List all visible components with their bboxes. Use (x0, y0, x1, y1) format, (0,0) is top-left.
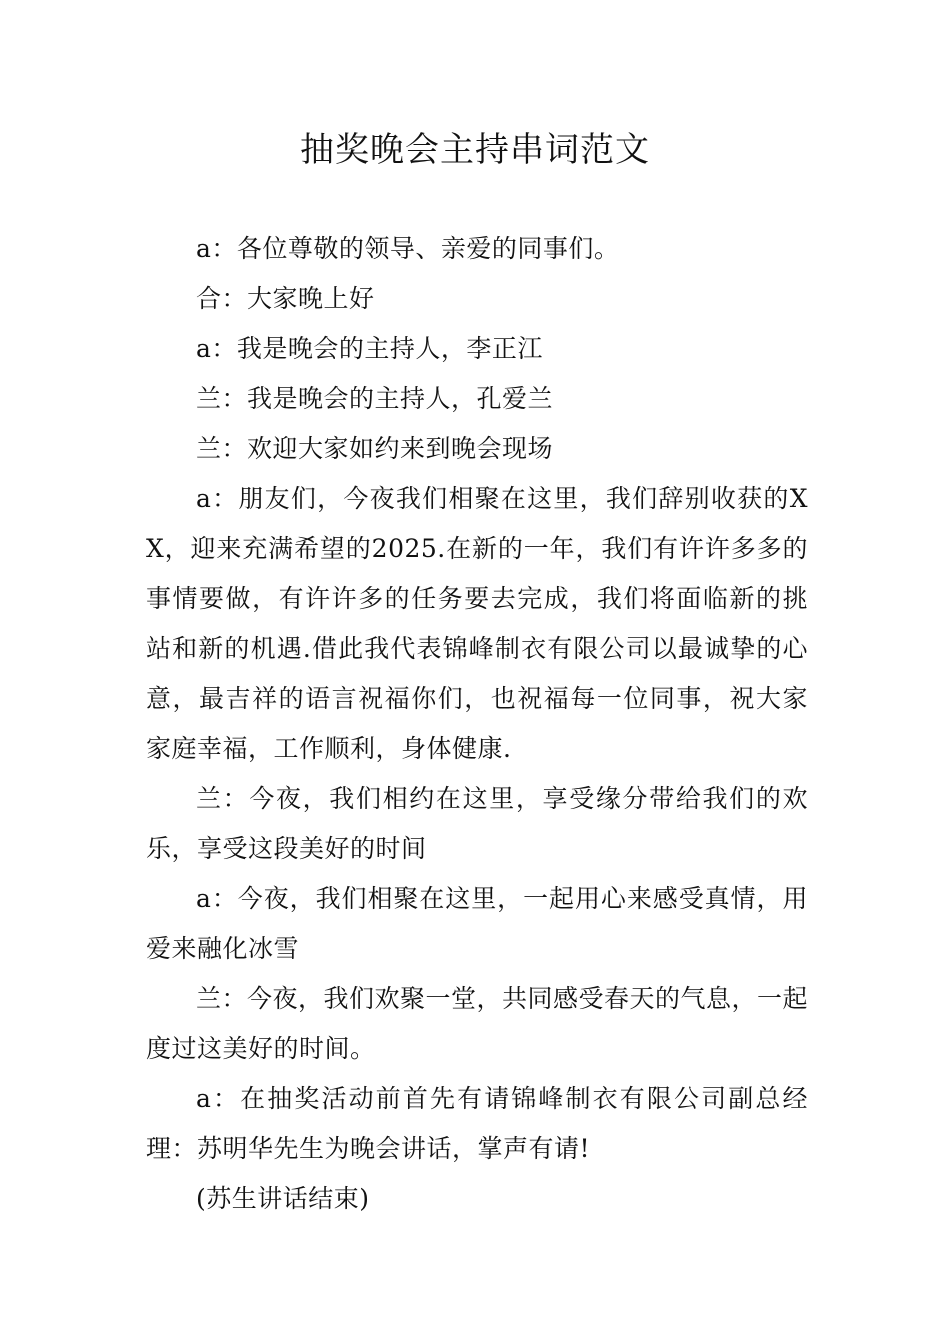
paragraph-host-lan-intro: 兰：我是晚会的主持人，孔爱兰 (196, 384, 554, 413)
paragraph-tonight-lan-2: 兰：今夜，我们欢聚一堂，共同感受春天的气息，一起度过这美好的时间。 (146, 984, 809, 1063)
paragraph-tonight-lan-1: 兰：今夜，我们相约在这里，享受缘分带给我们的欢乐，享受这段美好的时间 (146, 784, 808, 863)
paragraph-greeting: a：各位尊敬的领导、亲爱的同事们。 (196, 234, 620, 263)
paragraph-new-year: a：朋友们，今夜我们相聚在这里，我们辞别收获的XX，迎来充满希望的2025.在新的一年，我们有许许多多的事情要做，有许许多的任务要去完成，我们将面临新的挑站和新的机遇.借此我代表锦峰制衣有限公司以最诚挚的心意，最吉祥的语言祝福你们，也祝福每一位同事，祝大家家庭幸福，工作顺利，身体健康. (146, 484, 808, 763)
document-body (146, 224, 808, 1224)
paragraph-welcome: 兰：欢迎大家如约来到晚会现场 (196, 434, 554, 463)
paragraph-speech-invite: a：在抽奖活动前首先有请锦峰制衣有限公司副总经理：苏明华先生为晚会讲话，掌声有请! (146, 1084, 808, 1163)
paragraph-together: 合：大家晚上好 (196, 284, 375, 313)
paragraph-host-a-intro: a：我是晚会的主持人，李正江 (196, 334, 543, 363)
paragraph-tonight-a: a：今夜，我们相聚在这里，一起用心来感受真情，用爱来融化冰雪 (146, 884, 808, 963)
document-title: 抽奖晚会主持串词范文 (300, 130, 650, 170)
paragraph-speech-end: (苏生讲话结束) (196, 1184, 370, 1213)
